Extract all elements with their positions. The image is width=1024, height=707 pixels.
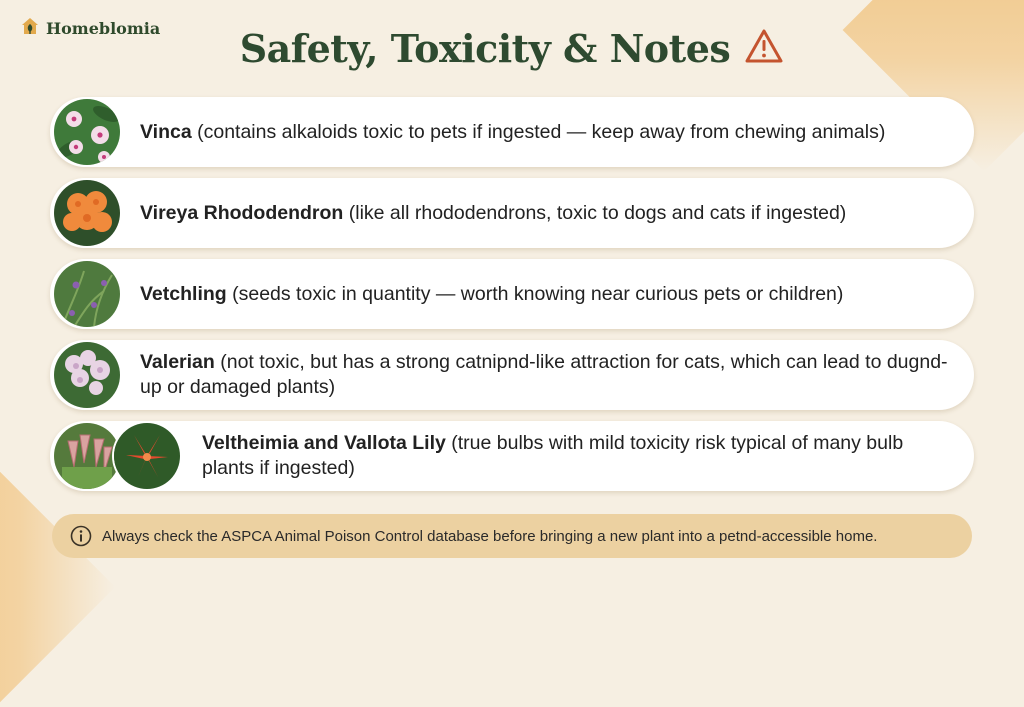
plant-row-valerian	[50, 340, 974, 410]
plant-row-veltheimia-vallota	[50, 421, 974, 491]
plant-name: Vinca	[140, 120, 192, 143]
page-title-text: Safety, Toxicity & Notes	[239, 26, 731, 71]
plant-row-vinca	[50, 97, 974, 167]
plant-note: (not toxic, but has a strong catnipnd-like attraction for cats, which can lead to dugnd-up or damaged plants)	[140, 351, 948, 398]
plant-name: Vireya Rhododendron	[140, 201, 344, 224]
vinca-photo	[54, 99, 120, 165]
plant-name: Valerian	[140, 351, 215, 373]
plant-note: (seeds toxic in quantity — worth knowing near curious pets or children)	[232, 282, 844, 305]
valerian-photo	[54, 342, 120, 408]
brand-name: Homeblomia	[46, 19, 161, 38]
plant-note: (like all rhododendrons, toxic to dogs and cats if ingested)	[348, 201, 847, 224]
plant-description	[202, 421, 954, 491]
vetchling-photo	[54, 261, 120, 327]
plant-description	[140, 178, 954, 248]
vireya-rhododendron-photo	[54, 180, 120, 246]
warning-triangle-icon	[744, 28, 784, 69]
plant-note: (true bulbs with mild toxicity risk typical of many bulb plants if ingested)	[202, 432, 904, 479]
plant-row-vireya-rhododendron	[50, 178, 974, 248]
plant-row-vetchling	[50, 259, 974, 329]
safety-callout	[52, 514, 972, 558]
plant-description	[140, 97, 954, 167]
plant-description	[140, 340, 954, 410]
plant-description	[140, 259, 954, 329]
plant-name: Veltheimia and Vallota Lily	[202, 432, 446, 454]
vallota-lily-photo	[114, 423, 180, 489]
plant-note: (contains alkaloids toxic to pets if ingested — keep away from chewing animals)	[197, 120, 886, 143]
plant-list	[50, 97, 974, 502]
plant-name: Vetchling	[140, 282, 227, 305]
veltheimia-photo	[54, 423, 120, 489]
corner-decoration-bottom-left	[0, 467, 115, 707]
callout-text: Always check the ASPCA Animal Poison Control database before bringing a new plant into a petnd-accessible home.	[102, 527, 878, 545]
page-title	[0, 26, 1024, 71]
info-circle-icon	[70, 525, 92, 552]
